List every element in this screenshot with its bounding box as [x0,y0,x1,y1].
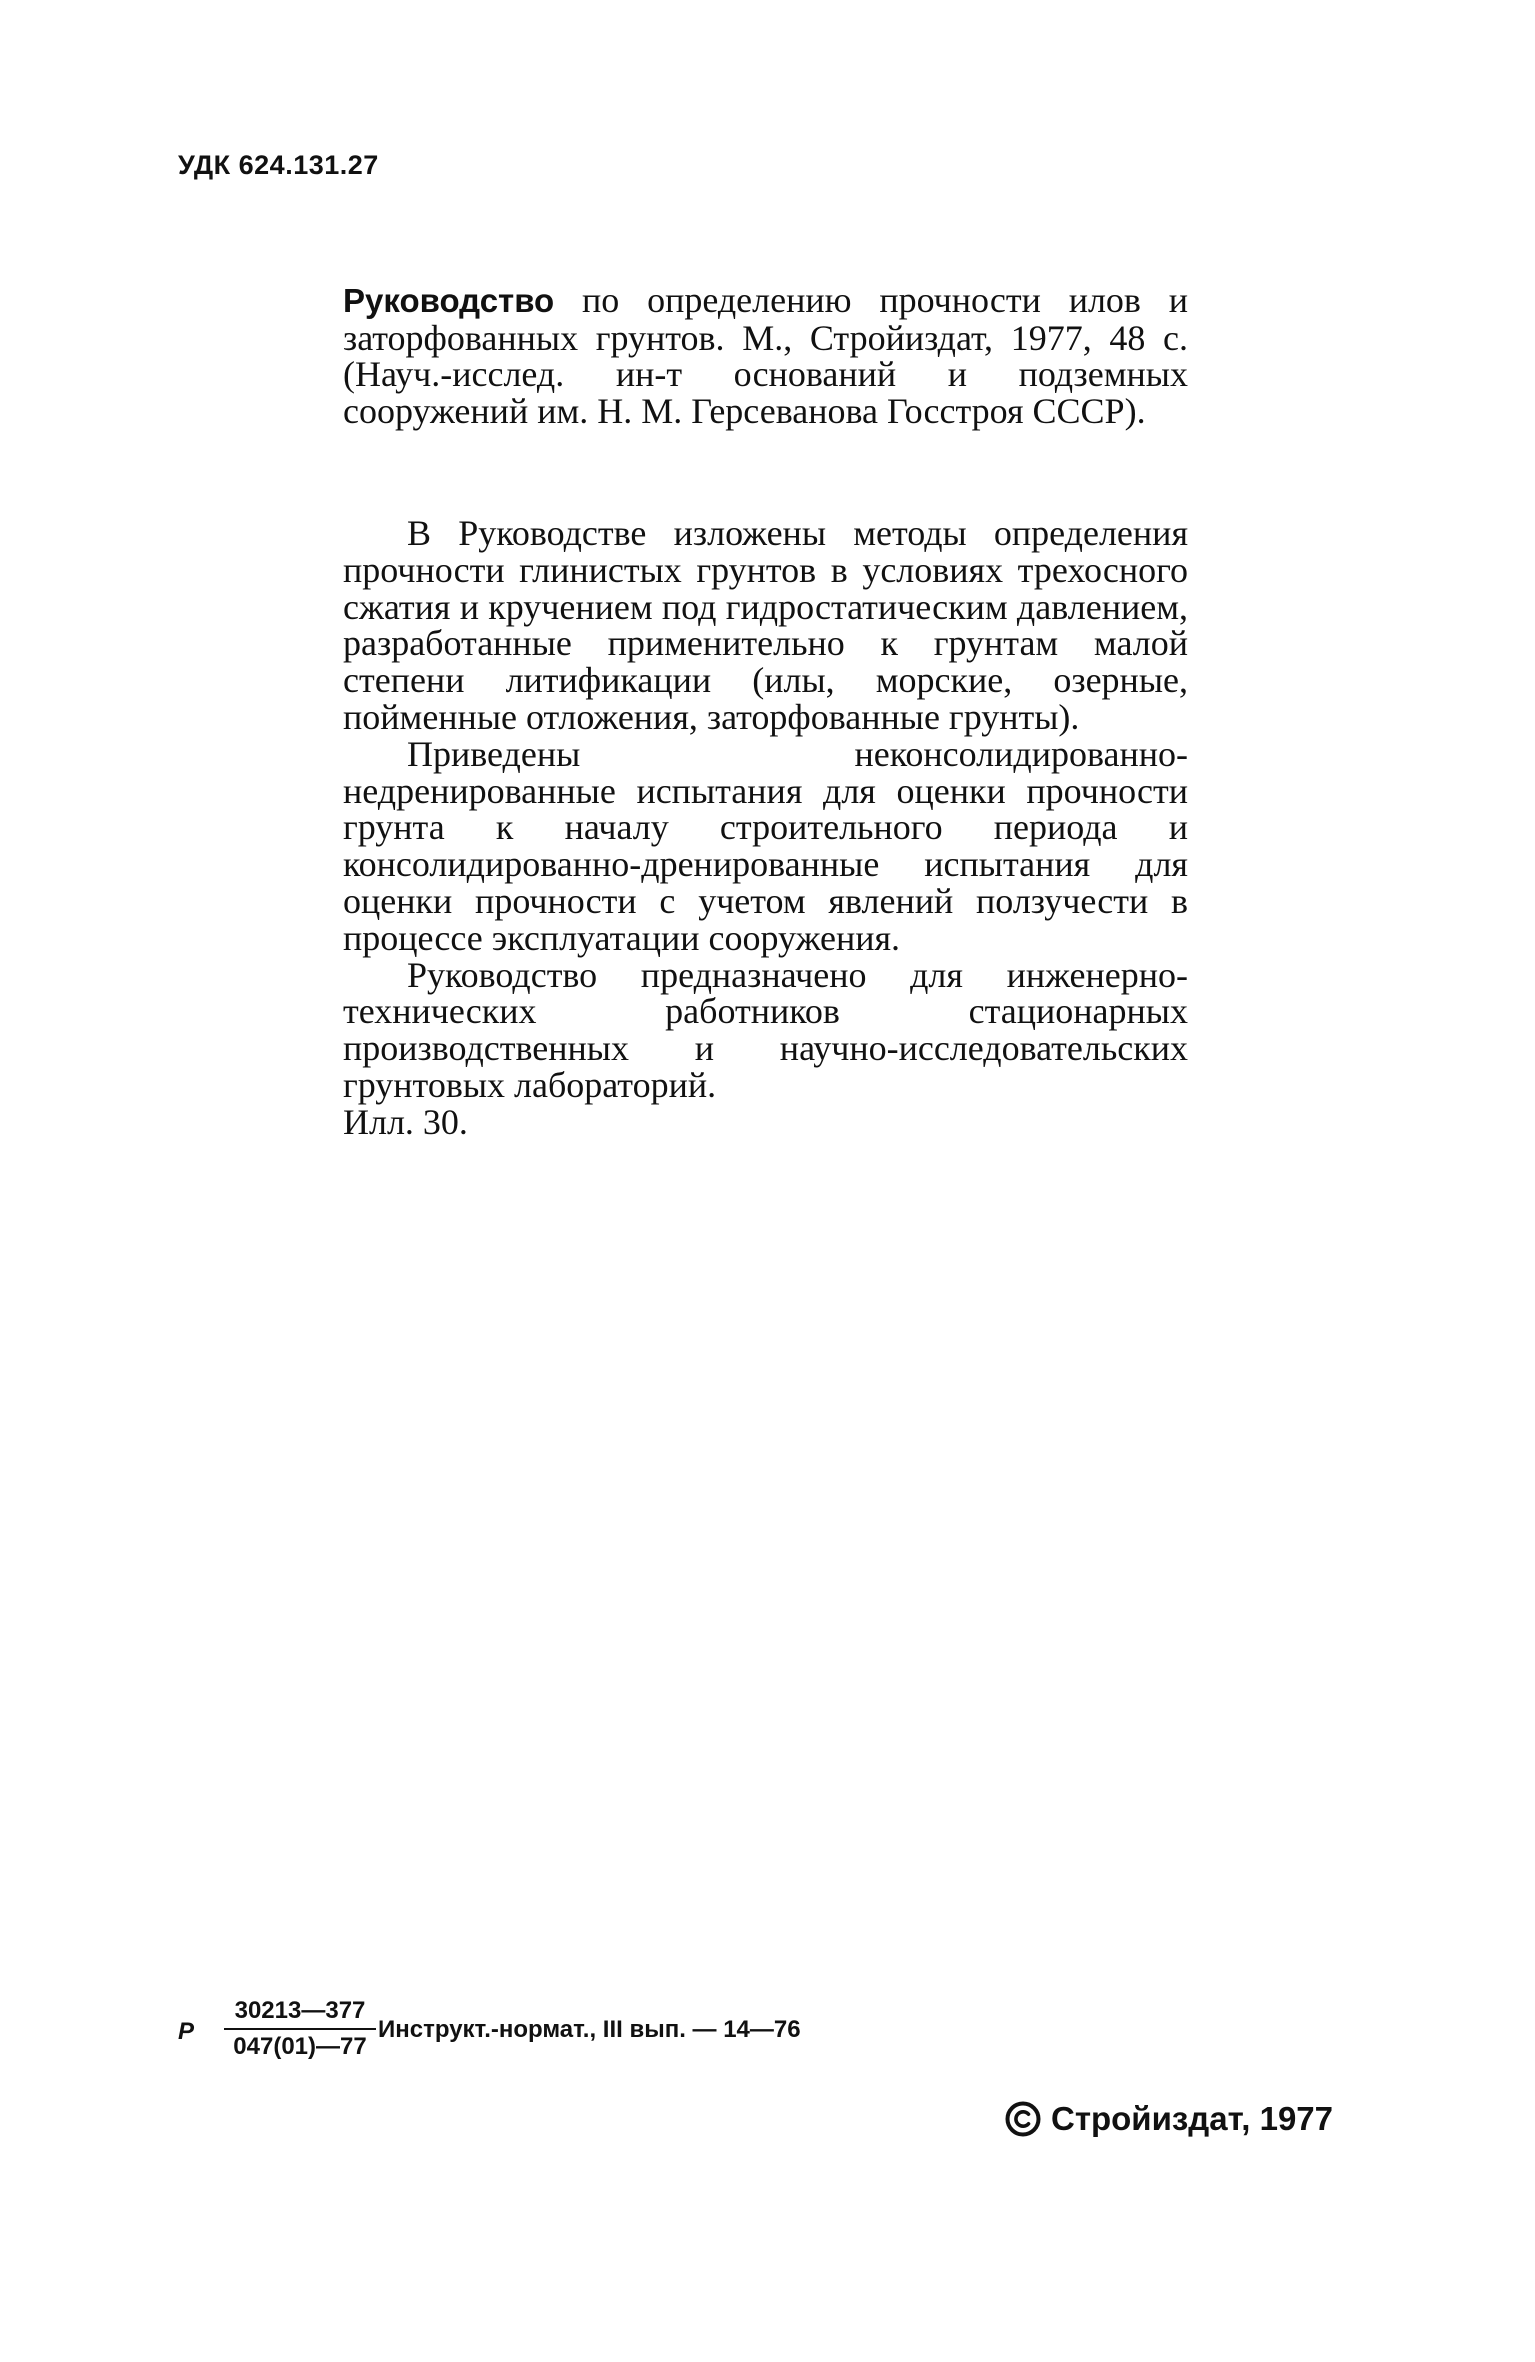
udc-code: УДК 624.131.27 [178,150,379,180]
imprint-text: Инструкт.-нормат., III вып. — 14—76 [378,2016,801,2043]
copyright-notice [1005,2100,1333,2138]
abstract-paragraph: В Руководстве изложены методы определения прочности глинистых грунтов в условиях трехосного сжатия и кручением под гидростатическим давлением, разработанные применительно к грунтам малой степени литификации (илы, морские, озерные, пойменные отложения, заторфованные грунты). [343,513,1188,737]
imprint-denominator: 047(01)—77 [233,2033,367,2060]
abstract-paragraph: Приведены неконсолидированно-недренированные испытания для оценки прочности грунта к началу строительного периода и консолидированно-дренированные испытания для оценки прочности с учетом явлений ползучести в процессе эксплуатации сооружения. [343,733,1188,958]
bibliographic-description [343,282,1188,429]
abstract [343,515,1188,1141]
fraction-line [224,2028,376,2030]
bibliography-text: по определению прочности илов и заторфованных грунтов. М., Стройиздат, 1977, 48 с. (Науч.-исслед. ин-т оснований и подземных сооружений им. Н. М. Герсеванова Госстроя СССР). [343,280,1188,431]
imprint-letter: Р [178,2018,195,2045]
bibliography-title: Руководство [343,282,555,319]
imprint-fraction [224,1996,376,2062]
copyright-text: Стройиздат, 1977 [1051,2100,1334,2137]
illustrations-count: Илл. 30. [343,1101,468,1142]
abstract-paragraph: Руководство предназначено для инженерно-технических работников стационарных производственных и научно-исследовательских грунтовых лабораторий. [343,954,1188,1105]
copyright-icon [1005,2101,1041,2137]
imprint-numerator: 30213—377 [234,1997,366,2024]
